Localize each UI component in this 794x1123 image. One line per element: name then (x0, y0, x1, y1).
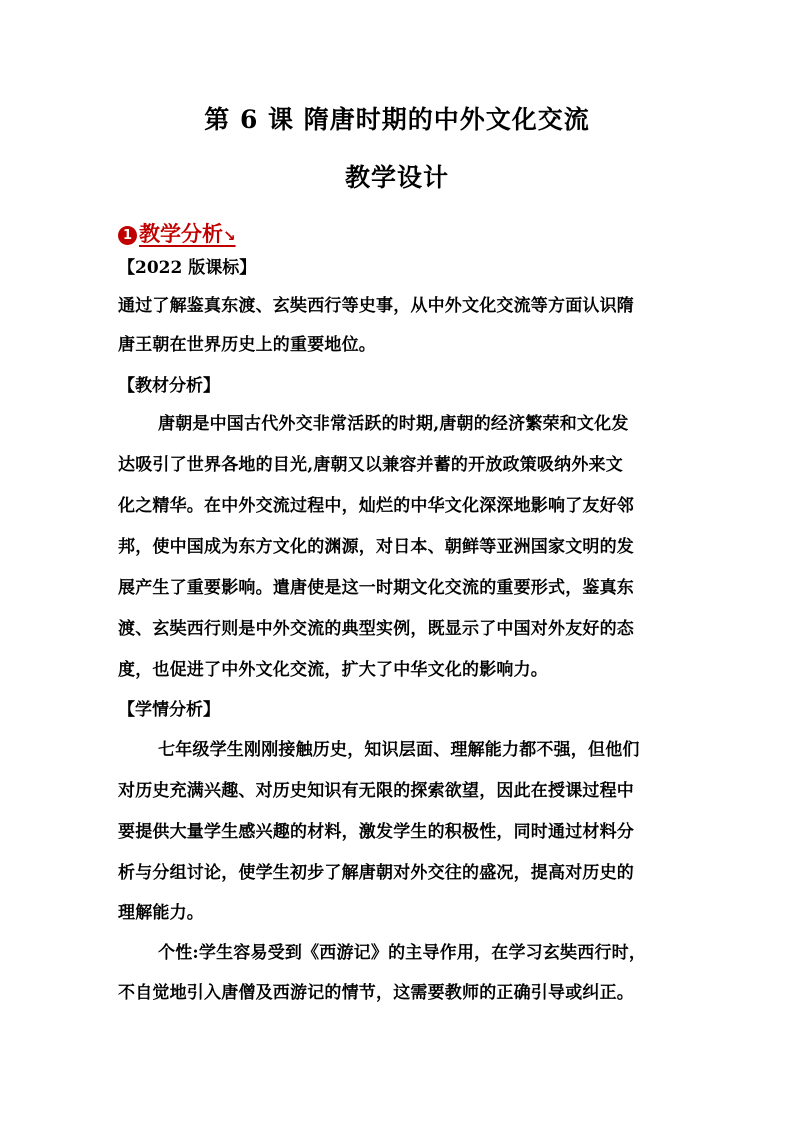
personality-line: 不自觉地引入唐僧及西游记的情节，这需要教师的正确引导或纠正。 (118, 983, 634, 1003)
learner-line: 理解能力。 (118, 903, 204, 923)
textbook-line: 达吸引了世界各地的目光,唐朝又以兼容并蓄的开放政策吸纳外来文 (118, 455, 623, 475)
arrow-decoration-icon: ↘ (223, 227, 236, 245)
textbook-line: 度，也促进了中外文化交流，扩大了中华文化的影响力。 (118, 660, 548, 680)
standard-heading: 【2022 版课标】 (118, 258, 257, 278)
textbook-line: 邦，使中国成为东方文化的渊源，对日本、朝鲜等亚洲国家文明的发 (118, 537, 634, 557)
standard-line: 通过了解鉴真东渡、玄奘西行等史事，从中外文化交流等方面认识隋 (118, 296, 634, 316)
textbook-line: 化之精华。在中外交流过程中，灿烂的中华文化深深地影响了友好邻 (118, 496, 634, 516)
learner-line: 要提供大量学生感兴趣的材料，激发学生的积极性，同时通过材料分 (118, 822, 634, 842)
textbook-line: 展产生了重要影响。遣唐使是这一时期文化交流的重要形式，鉴真东 (118, 578, 634, 598)
learner-line: 七年级学生刚刚接触历史，知识层面、理解能力都不强，但他们 (158, 740, 640, 760)
lesson-subtitle: 教学设计 (344, 163, 449, 192)
personality-line: 个性:学生容易受到《西游记》的主导作用，在学习玄奘西行时， (158, 943, 647, 963)
section-label: 教学分析 (139, 221, 223, 246)
circled-number-badge: 1 (118, 226, 137, 245)
standard-line: 唐王朝在世界历史上的重要地位。 (118, 335, 376, 355)
textbook-line: 渡、玄奘西行则是中外交流的典型实例，既显示了中国对外友好的态 (118, 619, 634, 639)
textbook-line: 唐朝是中国古代外交非常活跃的时期,唐朝的经济繁荣和文化发 (158, 414, 629, 434)
lesson-title: 第 6 课 隋唐时期的中外文化交流 (204, 105, 590, 134)
textbook-heading: 【教材分析】 (118, 376, 220, 396)
section-heading-teaching-analysis (118, 218, 236, 248)
learner-line: 对历史充满兴趣、对历史知识有无限的探索欲望，因此在授课过程中 (118, 781, 634, 801)
learner-heading: 【学情分析】 (118, 700, 220, 720)
learner-line: 析与分组讨论，使学生初步了解唐朝对外交往的盛况，提高对历史的 (118, 863, 634, 883)
